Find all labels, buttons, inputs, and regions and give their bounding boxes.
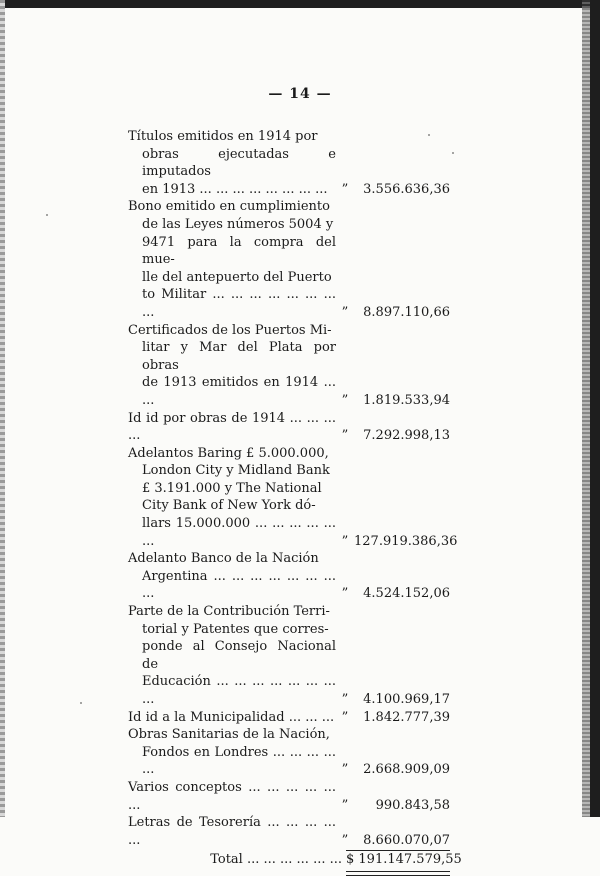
entry-line: litar y Mar del Plata por obras <box>142 340 336 373</box>
entry-line: llars 15.000.000 ... ... ... ... ... ... <box>142 516 336 549</box>
paper-speck <box>452 152 454 154</box>
entry-line: Títulos emitidos en 1914 por <box>128 129 318 144</box>
entry-line: de 1913 emitidos en 1914 ... ... <box>142 375 336 408</box>
entry-line: 9471 para la compra del mue- <box>142 234 336 268</box>
page-right-edge <box>590 0 600 817</box>
ditto-mark: ” <box>341 692 349 707</box>
entry-amount: 3.556.636,36 <box>363 181 450 197</box>
ditto-mark: ” <box>341 709 349 725</box>
entry-description <box>128 779 336 814</box>
ditto-mark: ” <box>341 428 349 444</box>
entry-line: en 1913 ... ... ... ... ... ... ... ... <box>142 181 328 197</box>
entry-line: Fondos en Londres ... ... ... ... ... <box>142 744 336 778</box>
entry-amount: 4.524.152,06 <box>363 586 450 602</box>
entry-line: City Bank of New York dó- <box>142 498 316 514</box>
entry-line: ponde al Consejo Nacional de <box>142 639 336 672</box>
ditto-mark: ” <box>341 762 349 778</box>
entry-line: de las Leyes números 5004 y <box>142 216 334 232</box>
entry-line: Adelanto Banco de la Nación <box>128 551 319 567</box>
entry-line: Id id por obras de 1914 ... ... ... ... <box>128 410 336 444</box>
total-amount: $ 191.147.579,55 <box>346 852 462 868</box>
entry-line: Educación ... ... ... ... ... ... ... ... <box>142 674 336 707</box>
entry-description <box>128 709 336 727</box>
entry-line: lle del antepuerto del Puerto <box>142 269 332 285</box>
entry-line: Varios conceptos ... ... ... ... ... ... <box>128 779 336 813</box>
page-top-edge <box>0 0 600 8</box>
ditto-mark: ” <box>341 533 349 549</box>
entry-amount: 2.668.909,09 <box>363 762 450 778</box>
entry-line: Bono emitido en cumplimiento <box>128 199 330 215</box>
ledger-row <box>128 128 450 198</box>
ditto-mark: ” <box>341 832 349 848</box>
entry-line: Letras de Tesorería ... ... ... ... ... <box>128 815 336 848</box>
entry-description <box>128 603 336 709</box>
ditto-mark: ” <box>341 181 349 197</box>
entry-description <box>128 322 336 410</box>
entry-description <box>128 410 336 445</box>
entry-amount: 127.919.386,36 <box>354 533 458 549</box>
ditto-mark: ” <box>341 392 349 408</box>
entry-amount: 1.819.533,94 <box>363 392 450 408</box>
ledger-row <box>128 550 450 603</box>
ledger-row <box>128 709 450 727</box>
entry-description <box>128 814 336 849</box>
entry-line: Argentina ... ... ... ... ... ... ... ... <box>142 568 336 602</box>
ledger-row <box>128 726 450 779</box>
page-left-edge <box>0 0 5 817</box>
entry-amount: 8.897.110,66 <box>363 304 450 320</box>
ditto-mark: ” <box>341 304 349 320</box>
total-row <box>128 850 462 869</box>
entry-line: Id id a la Municipalidad ... ... ... <box>128 709 335 725</box>
ledger-row <box>128 814 450 849</box>
entry-description <box>128 550 336 603</box>
entry-description <box>128 128 336 198</box>
ditto-mark: ” <box>341 586 349 602</box>
entry-amount: 990.843,58 <box>375 797 450 813</box>
entry-line: Parte de la Contribución Terri- <box>128 604 330 620</box>
entry-description <box>128 445 336 551</box>
total-double-rule <box>346 871 450 876</box>
entry-line: £ 3.191.000 y The National <box>142 480 322 496</box>
total-label: Total ... ... ... ... ... ... <box>210 852 342 868</box>
entry-line: London City y Midland Bank <box>142 463 330 479</box>
ledger-table <box>128 128 462 869</box>
entry-line: to Militar ... ... ... ... ... ... ... ... <box>142 287 336 320</box>
page-number: — 14 — <box>268 86 332 102</box>
entry-description <box>128 726 336 779</box>
entry-line: obras ejecutadas e imputados <box>142 146 336 180</box>
entry-line: torial y Patentes que corres- <box>142 621 329 637</box>
entry-amount: 4.100.969,17 <box>363 692 450 707</box>
entry-amount: 1.842.777,39 <box>363 709 450 725</box>
entry-line: Certificados de los Puertos Mi- <box>128 322 332 338</box>
entry-line: Obras Sanitarias de la Nación, <box>128 727 330 743</box>
paper-speck <box>80 702 82 704</box>
entry-amount: 7.292.998,13 <box>363 428 450 444</box>
entry-amount: 8.660.070,07 <box>363 832 450 848</box>
paper-speck <box>46 214 48 216</box>
ledger-row <box>128 322 450 410</box>
ledger-row <box>128 603 450 709</box>
entry-line: Adelantos Baring £ 5.000.000, <box>128 445 329 461</box>
entry-description <box>128 198 336 321</box>
ledger-row <box>128 198 450 321</box>
ditto-mark: ” <box>341 797 349 813</box>
ledger-row <box>128 445 458 551</box>
ledger-row <box>128 779 450 814</box>
ledger-row <box>128 410 450 445</box>
